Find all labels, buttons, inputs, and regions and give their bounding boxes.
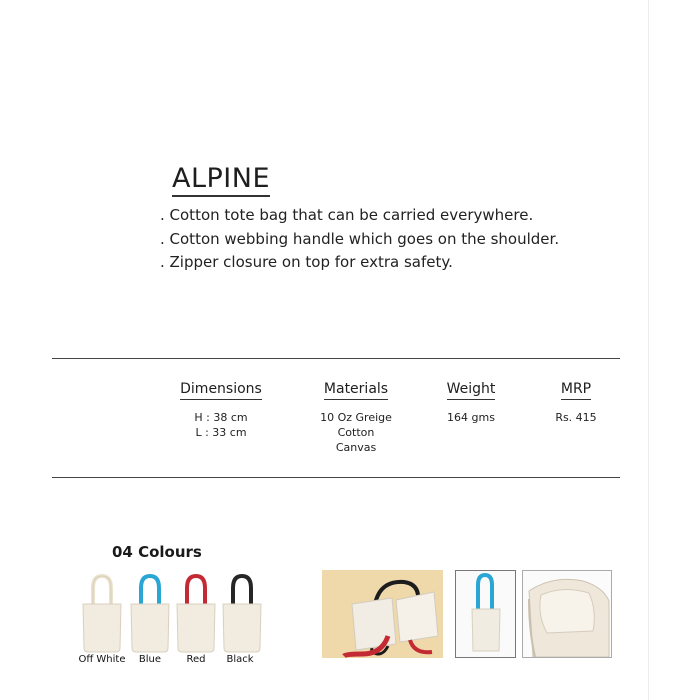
tote-pair-image <box>322 570 443 658</box>
spec-materials-value <box>316 410 396 455</box>
colour-label-red: Red <box>186 654 206 665</box>
product-photo-handles <box>322 570 443 658</box>
feature-item: . Zipper closure on top for extra safety. <box>160 253 453 271</box>
spec-dimensions-heading: Dimensions <box>180 380 262 400</box>
product-photo-zipper <box>522 570 612 658</box>
bag-body <box>352 598 396 650</box>
product-photo-blue-tote <box>455 570 516 658</box>
spec-weight <box>440 378 502 425</box>
bag-body <box>83 604 121 652</box>
spec-weight-value <box>440 410 502 425</box>
spec-price-line: Rs. 415 <box>555 411 597 424</box>
bag-body <box>396 592 438 642</box>
spec-materials <box>316 378 396 455</box>
spec-dimensions-value <box>180 410 262 440</box>
spec-weight-heading: Weight <box>447 380 496 400</box>
tote-bag-red-icon <box>174 570 218 654</box>
product-title: ALPINE <box>172 164 270 197</box>
blue-tote-image <box>456 571 515 657</box>
spec-height: H : 38 cm <box>194 411 248 424</box>
spec-bottom-divider <box>52 477 620 478</box>
spec-dimensions <box>180 378 262 440</box>
page-edge-divider <box>648 0 649 700</box>
bag-body <box>177 604 215 652</box>
colour-option-blue[interactable] <box>128 570 172 654</box>
bag-body <box>131 604 169 652</box>
feature-list <box>160 204 559 275</box>
bag-body <box>472 609 500 651</box>
spec-material-line: 10 Oz Greige <box>320 411 392 424</box>
spec-weight-line: 164 gms <box>447 411 495 424</box>
spec-length: L : 33 cm <box>195 426 247 439</box>
spec-top-divider <box>52 358 620 359</box>
colours-heading: 04 Colours <box>112 543 202 561</box>
spec-materials-heading: Materials <box>324 380 388 400</box>
tote-bag-blue-icon <box>128 570 172 654</box>
colour-label-black: Black <box>226 654 254 665</box>
colour-option-off-white[interactable] <box>80 570 124 654</box>
tote-bag-black-icon <box>220 570 264 654</box>
spec-mrp-value <box>548 410 604 425</box>
spec-material-line: Cotton Canvas <box>335 426 377 454</box>
feature-item: . Cotton tote bag that can be carried everywhere. <box>160 206 534 224</box>
colour-option-red[interactable] <box>174 570 218 654</box>
feature-item: . Cotton webbing handle which goes on the shoulder. <box>160 229 560 248</box>
colour-label-blue: Blue <box>138 654 162 665</box>
bag-body <box>223 604 261 652</box>
colour-option-black[interactable] <box>220 570 264 654</box>
tote-bag-off-white-icon <box>80 570 124 654</box>
spec-mrp-heading: MRP <box>561 380 591 400</box>
spec-mrp <box>548 378 604 425</box>
zipper-closeup-image <box>523 571 611 657</box>
colour-label-off-white: Off White <box>78 654 126 665</box>
